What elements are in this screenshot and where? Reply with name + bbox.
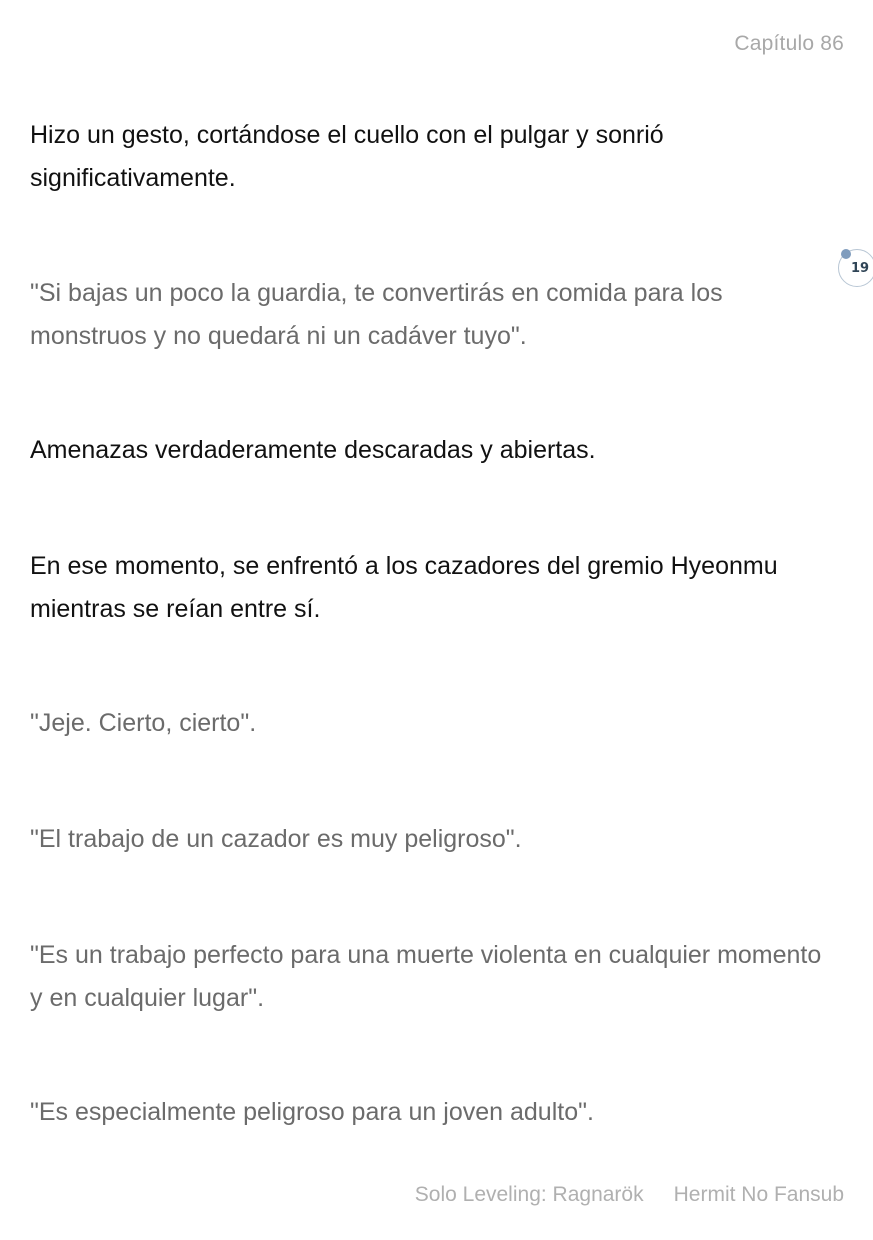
paragraph-dialogue: "Si bajas un poco la guardia, te convertirás en comida para los monstruos y no quedará ni un cadáver tuyo". (30, 279, 723, 350)
paragraph-dialogue: "Es un trabajo perfecto para una muerte violenta en cualquier momento y en cualquier lugar". (30, 941, 822, 1012)
paragraph-dialogue: "Es especialmente peligroso para un joven adulto". (30, 1098, 594, 1126)
paragraph-narration: Hizo un gesto, cortándose el cuello con el pulgar y sonrió significativamente. (30, 121, 664, 192)
paragraph-dialogue: "Jeje. Cierto, cierto". (30, 709, 257, 737)
progress-dot-icon (841, 249, 851, 259)
page-number: 19 (851, 261, 870, 276)
book-title: Solo Leveling: Ragnarök (414, 1183, 644, 1206)
page-number-badge[interactable] (838, 249, 873, 287)
paragraph-narration: En ese momento, se enfrentó a los cazadores del gremio Hyeonmu mientras se reían entre sí. (30, 552, 778, 623)
paragraph-narration: Amenazas verdaderamente descaradas y abiertas. (30, 436, 596, 464)
paragraph-dialogue: "El trabajo de un cazador es muy peligroso". (30, 825, 522, 853)
translator-credit: Hermit No Fansub (673, 1183, 844, 1206)
page-footer (415, 1183, 844, 1207)
chapter-title: Capítulo 86 (734, 32, 844, 55)
